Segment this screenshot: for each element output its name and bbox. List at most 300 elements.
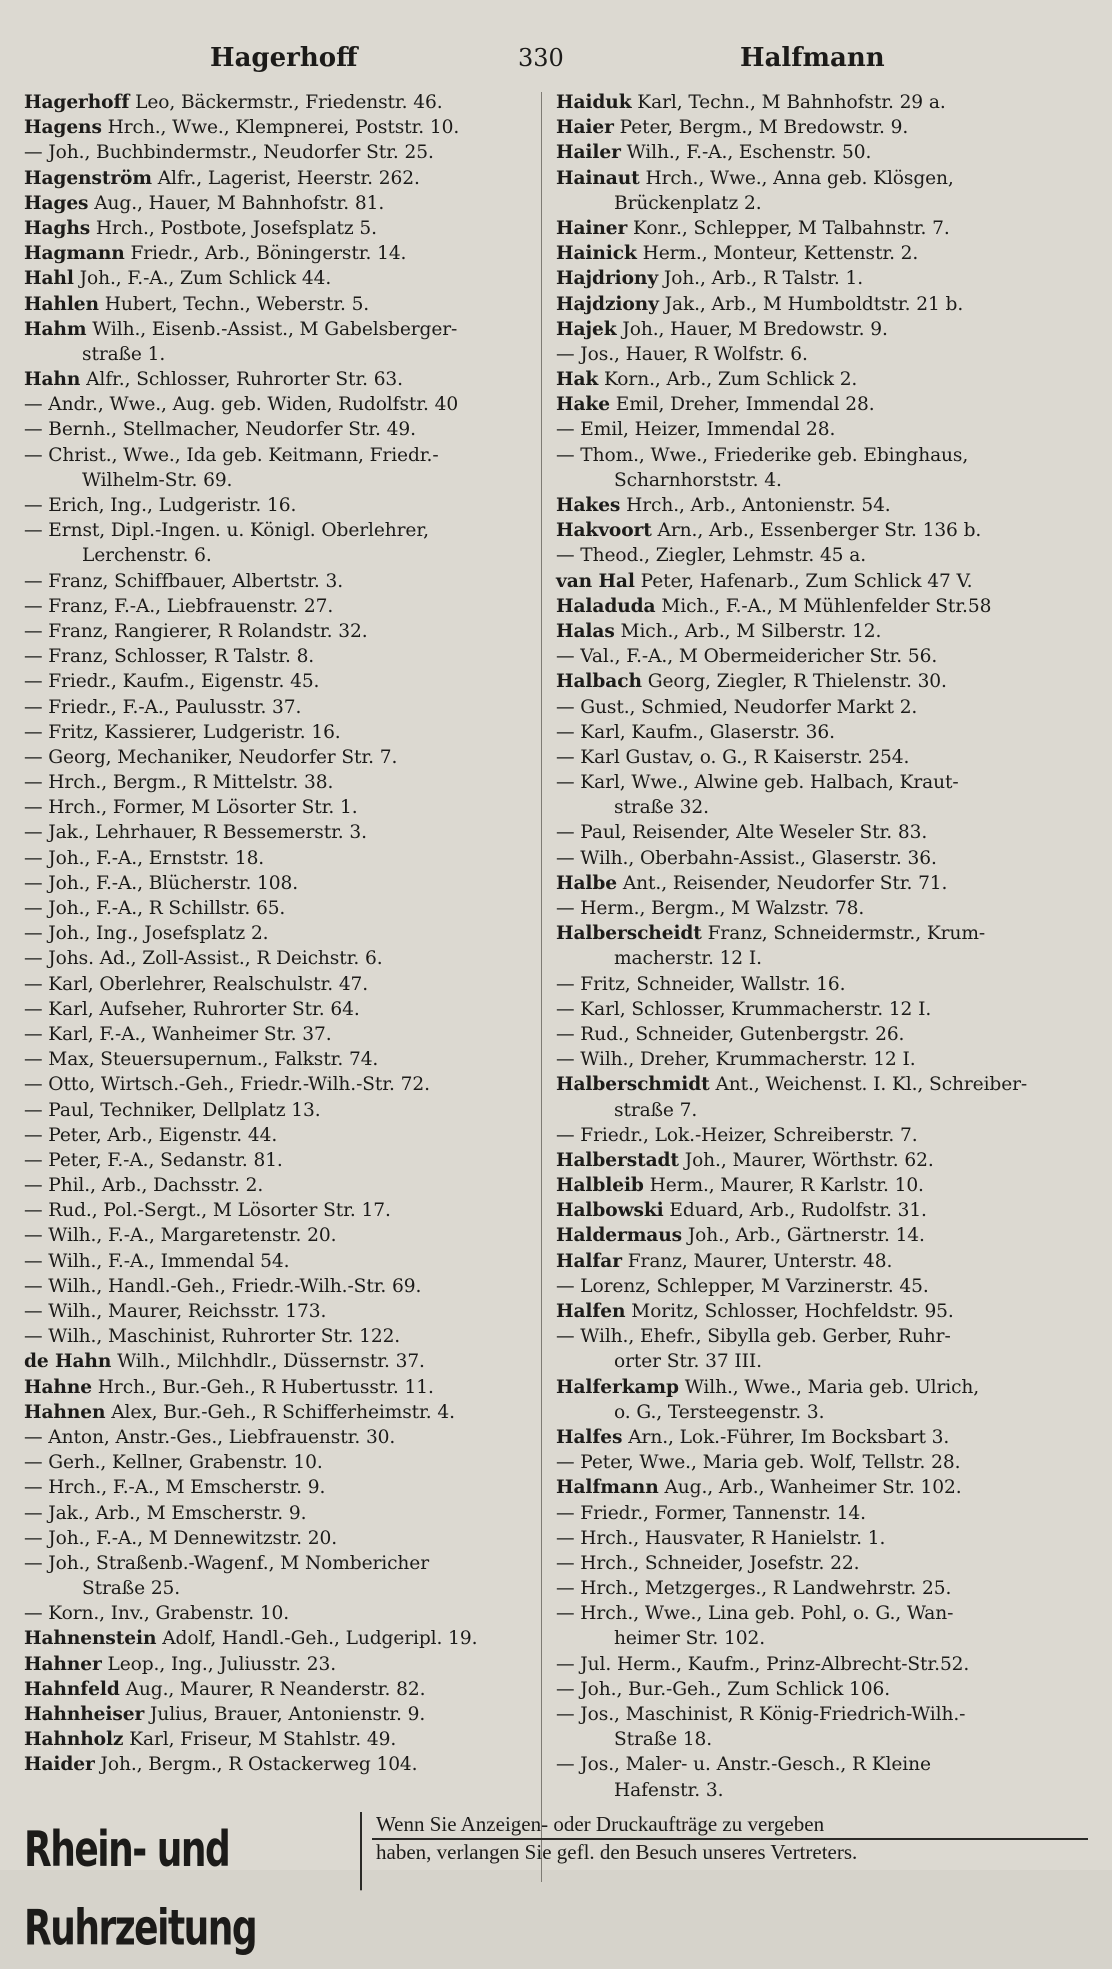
entry-details: Hrch., Wwe., Anna geb. Klösgen, (645, 167, 954, 189)
entry-details: Georg, Ziegler, R Thielenstr. 30. (647, 671, 947, 693)
directory-entry (24, 1223, 548, 1248)
entry-details: Ant., Reisender, Neudorfer Str. 71. (622, 872, 948, 894)
directory-entry (556, 1148, 1080, 1173)
surname: Halberstadt (556, 1149, 679, 1171)
directory-entry (556, 266, 1080, 291)
surname: Hahlen (24, 293, 99, 315)
directory-entry (556, 317, 1080, 342)
directory-entry (556, 669, 1080, 694)
directory-entry (556, 644, 1080, 669)
directory-entry (24, 720, 548, 745)
entry-details: Wilh., F.-A., Eschenstr. 50. (626, 142, 872, 164)
surname: Hajek (556, 318, 617, 340)
directory-entry (24, 1047, 548, 1072)
directory-entry (24, 90, 548, 115)
directory-entry-continuation (556, 795, 1080, 820)
entry-details: — Joh., Ing., Josefsplatz 2. (24, 923, 269, 945)
entry-details: — Joh., F.-A., Blücherstr. 108. (24, 872, 299, 894)
entry-details: — Wilh., F.-A., Immendal 54. (24, 1250, 290, 1272)
entry-details: Moritz, Schlosser, Hochfeldstr. 95. (631, 1301, 954, 1322)
surname: Halberscheidt (556, 923, 702, 945)
directory-entry (24, 443, 548, 468)
entry-details: — Jos., Hauer, R Wolfstr. 6. (556, 343, 808, 365)
directory-entry (24, 1072, 548, 1097)
directory-entry-continuation (556, 1400, 1080, 1425)
entry-details: — Joh., Bur.-Geh., Zum Schlick 106. (556, 1678, 891, 1700)
entry-details: Arn., Lok.-Führer, Im Bocksbart 3. (628, 1426, 950, 1448)
entry-details: — Wilh., Ehefr., Sibylla geb. Gerber, Ruhr- (556, 1326, 951, 1348)
entry-details: Franz, Maurer, Unterstr. 48. (627, 1250, 893, 1272)
directory-entry (556, 392, 1080, 417)
entry-details: Alfr., Schlosser, Ruhrorter Str. 63. (86, 369, 403, 391)
column-divider (541, 92, 542, 1882)
surname: Hainick (556, 243, 637, 265)
directory-entry (556, 846, 1080, 871)
entry-details: Straße 25. (82, 1578, 181, 1600)
directory-entry (556, 1249, 1080, 1274)
directory-entry (556, 417, 1080, 442)
entry-details: Joh., Arb., Gärtnerstr. 14. (687, 1225, 925, 1247)
directory-entry (556, 1501, 1080, 1526)
entry-details: — Lorenz, Schlepper, M Varzinerstr. 45. (556, 1275, 929, 1297)
entry-details: — Hrch., Metzgerges., R Landwehrstr. 25. (556, 1578, 952, 1600)
directory-entry (24, 1400, 548, 1425)
directory-entry (556, 1576, 1080, 1601)
directory-entry (24, 392, 548, 417)
entry-details: — Ernst, Dipl.-Ingen. u. Königl. Oberlehrer, (24, 520, 429, 542)
entry-details: — Georg, Mechaniker, Neudorfer Str. 7. (24, 746, 398, 768)
entry-details: — Peter, Arb., Eigenstr. 44. (24, 1124, 278, 1146)
entry-details: Julius, Brauer, Antonienstr. 9. (149, 1704, 426, 1725)
entry-details: — Karl, F.-A., Wanheimer Str. 37. (24, 1023, 332, 1045)
directory-entry (24, 594, 548, 619)
entry-details: — Wilh., Maschinist, Ruhrorter Str. 122. (24, 1326, 401, 1348)
header-first-entry: Hagerhoff (210, 43, 358, 73)
directory-entry (556, 1752, 1080, 1777)
directory-entry (24, 1727, 548, 1752)
directory-entry (24, 518, 548, 543)
entry-details: Hrch., Wwe., Klempnerei, Poststr. 10. (107, 117, 460, 139)
directory-entry (24, 292, 548, 317)
directory-entry (24, 140, 548, 165)
directory-entry (556, 1123, 1080, 1148)
entry-details: Joh., Maurer, Wörthstr. 62. (684, 1149, 934, 1171)
directory-entry (556, 1198, 1080, 1223)
directory-entry (24, 317, 548, 342)
entry-details: Emil, Dreher, Immendal 28. (615, 394, 875, 416)
directory-entry (24, 795, 548, 820)
directory-entry (556, 820, 1080, 845)
entry-details: Hafenstr. 3. (614, 1779, 724, 1801)
entry-details: — Bernh., Stellmacher, Neudorfer Str. 49. (24, 419, 416, 441)
directory-entry (556, 720, 1080, 745)
entry-details: — Hrch., Bergm., R Mittelstr. 38. (24, 772, 334, 794)
directory-entry (24, 896, 548, 921)
entry-details: — Thom., Wwe., Friederike geb. Ebinghaus, (556, 444, 969, 466)
entry-details: — Korn., Inv., Grabenstr. 10. (24, 1603, 290, 1625)
directory-entry (24, 1626, 548, 1651)
surname: Hailer (556, 142, 621, 164)
entry-details: — Fritz, Schneider, Wallstr. 16. (556, 973, 846, 995)
directory-entry (24, 846, 548, 871)
entry-details: — Herm., Bergm., M Walzstr. 78. (556, 898, 865, 919)
directory-entry (24, 1551, 548, 1576)
directory-entry (24, 1299, 548, 1324)
entry-details: — Rud., Pol.-Sergt., M Lösorter Str. 17. (24, 1200, 391, 1222)
entry-details: Peter, Hafenarb., Zum Schlick 47 V. (640, 570, 973, 592)
directory-entry (556, 292, 1080, 317)
surname: Halbach (556, 671, 642, 693)
entry-details: Mich., Arb., M Silberstr. 12. (620, 620, 882, 642)
directory-entry (556, 1072, 1080, 1097)
surname: Hahne (24, 1376, 92, 1398)
entry-details: — Friedr., F.-A., Paulusstr. 37. (24, 696, 302, 718)
directory-entry-continuation (556, 468, 1080, 493)
entry-details: Wilh., Wwe., Maria geb. Ulrich, (684, 1376, 980, 1398)
surname: Halfmann (556, 1477, 659, 1499)
surname: Hahnholz (24, 1729, 124, 1751)
entry-details: Ant., Weichenst. I. Kl., Schreiber- (715, 1074, 1028, 1096)
surname: Haghs (24, 217, 91, 239)
directory-entry (556, 166, 1080, 191)
directory-entry (24, 1475, 548, 1500)
directory-entry (556, 140, 1080, 165)
entry-details: Adolf, Handl.-Geh., Ludgeripl. 19. (162, 1628, 478, 1650)
directory-entry (556, 1274, 1080, 1299)
directory-entry (24, 1702, 548, 1727)
entry-details: — Franz, Rangierer, R Rolandstr. 32. (24, 620, 368, 642)
entry-details: — Franz, Schiffbauer, Albertstr. 3. (24, 570, 344, 592)
entry-details: — Hrch., F.-A., M Emscherstr. 9. (24, 1477, 326, 1499)
surname: Hahn (24, 369, 81, 391)
directory-entry-continuation (556, 1626, 1080, 1651)
directory-entry (556, 972, 1080, 997)
directory-entry (556, 1601, 1080, 1626)
entry-details: Jak., Arb., M Humboldtstr. 21 b. (664, 293, 964, 315)
entry-details: — Val., F.-A., M Obermeidericher Str. 56. (556, 646, 938, 668)
entry-details: — Wilh., Oberbahn-Assist., Glaserstr. 36. (556, 847, 937, 869)
surname: Hajdziony (556, 293, 659, 315)
directory-entry (556, 1375, 1080, 1400)
directory-entry (24, 1198, 548, 1223)
ad-brand-name: Rhein- und Ruhrzeitung (24, 1812, 362, 1890)
directory-entry (24, 216, 548, 241)
entry-details: — Jos., Maschinist, R König-Friedrich-Wilh.- (556, 1704, 966, 1725)
directory-entry (24, 1173, 548, 1198)
surname: Halfen (556, 1301, 626, 1322)
entry-details: — Joh., Straßenb.-Wagenf., M Nombericher (24, 1552, 429, 1574)
entry-details: — Wilh., Handl.-Geh., Friedr.-Wilh.-Str. 69. (24, 1275, 422, 1297)
left-column (24, 90, 548, 1778)
entry-details: — Karl, Aufseher, Ruhrorter Str. 64. (24, 998, 360, 1020)
surname: Hainaut (556, 167, 640, 189)
entry-details: — Theod., Ziegler, Lehmstr. 45 a. (556, 545, 867, 567)
directory-entry (556, 1223, 1080, 1248)
directory-entry-continuation (24, 1576, 548, 1601)
entry-details: — Max, Steuersupernum., Falkstr. 74. (24, 1049, 379, 1071)
directory-entry (556, 745, 1080, 770)
directory-entry-continuation (24, 468, 548, 493)
directory-entry (556, 1450, 1080, 1475)
surname: Haiduk (556, 92, 632, 113)
directory-entry (24, 997, 548, 1022)
entry-details: — Joh., F.-A., M Dennewitzstr. 20. (24, 1527, 338, 1549)
directory-entry (24, 770, 548, 795)
directory-entry (24, 1349, 548, 1374)
entry-details: Leop., Ing., Juliusstr. 23. (107, 1653, 337, 1675)
entry-details: — Gerh., Kellner, Grabenstr. 10. (24, 1452, 323, 1474)
surname: Hahm (24, 318, 87, 340)
directory-entry (24, 1022, 548, 1047)
surname: Halbowski (556, 1200, 664, 1222)
surname: Hake (556, 394, 610, 416)
entry-details: Arn., Arb., Essenberger Str. 136 b. (657, 520, 982, 542)
entry-details: — Erich, Ing., Ludgeristr. 16. (24, 495, 297, 516)
directory-entry (556, 896, 1080, 921)
surname: Haladuda (556, 595, 656, 617)
directory-entry (24, 1677, 548, 1702)
entry-details: Joh., Arb., R Talstr. 1. (663, 268, 864, 290)
entry-details: Lerchenstr. 6. (82, 545, 212, 567)
entry-details: — Paul, Techniker, Dellplatz 13. (24, 1099, 321, 1121)
directory-entry (556, 90, 1080, 115)
surname: Hages (24, 192, 89, 214)
entry-details: Scharnhorststr. 4. (614, 469, 782, 491)
directory-entry-continuation (556, 1098, 1080, 1123)
entry-details: Aug., Hauer, M Bahnhofstr. 81. (94, 192, 385, 214)
entry-details: Herm., Monteur, Kettenstr. 2. (642, 243, 919, 265)
surname: Hahl (24, 268, 74, 290)
entry-details: Franz, Schneidermstr., Krum- (707, 923, 986, 945)
entry-details: — Karl, Oberlehrer, Realschulstr. 47. (24, 973, 369, 995)
entry-details: Wilh., Milchhdlr., Düssernstr. 37. (117, 1351, 425, 1373)
directory-entry (556, 1526, 1080, 1551)
header-last-entry: Halfmann (740, 43, 885, 73)
directory-entry-continuation (24, 342, 548, 367)
entry-details: — Jos., Maler- u. Anstr.-Gesch., R Kleine (556, 1754, 931, 1776)
page-header (24, 40, 1088, 76)
directory-entry (556, 443, 1080, 468)
entry-details: — Hrch., Hausvater, R Hanielstr. 1. (556, 1527, 886, 1549)
entry-details: Wilh., Eisenb.-Assist., M Gabelsberger- (92, 318, 458, 340)
directory-entry (24, 669, 548, 694)
directory-entry (24, 946, 548, 971)
directory-entry (24, 417, 548, 442)
surname: Hakvoort (556, 520, 652, 542)
entry-details: — Johs. Ad., Zoll-Assist., R Deichstr. 6. (24, 948, 383, 970)
directory-entry (556, 1299, 1080, 1324)
directory-entry (556, 594, 1080, 619)
directory-entry (556, 1324, 1080, 1349)
directory-entry-continuation (556, 1349, 1080, 1374)
directory-entry (556, 1677, 1080, 1702)
entry-details: Mich., F.-A., M Mühlenfelder Str.58 (661, 595, 992, 617)
entry-details: Karl, Friseur, M Stahlstr. 49. (129, 1729, 397, 1751)
directory-entry (556, 1475, 1080, 1500)
right-column (556, 90, 1080, 1803)
directory-entry (556, 1173, 1080, 1198)
surname: Hagenström (24, 167, 152, 189)
entry-details: Joh., Hauer, M Bredowstr. 9. (622, 318, 888, 340)
directory-entry (24, 1098, 548, 1123)
directory-entry (556, 1652, 1080, 1677)
entry-details: — Friedr., Former, Tannenstr. 14. (556, 1502, 866, 1524)
directory-entry (24, 1148, 548, 1173)
directory-entry (24, 1450, 548, 1475)
entry-details: straße 32. (614, 797, 709, 819)
entry-details: — Rud., Schneider, Gutenbergstr. 26. (556, 1023, 905, 1045)
surname: Haier (556, 117, 614, 139)
entry-details: Leo, Bäckermstr., Friedenstr. 46. (135, 92, 443, 113)
directory-entry (24, 367, 548, 392)
entry-details: — Fritz, Kassierer, Ludgeristr. 16. (24, 721, 341, 743)
entry-details: — Jul. Herm., Kaufm., Prinz-Albrecht-Str.52. (556, 1653, 970, 1675)
surname: Hagmann (24, 243, 125, 265)
directory-entry (24, 1526, 548, 1551)
entry-details: — Joh., Buchbindermstr., Neudorfer Str. 25. (24, 142, 434, 164)
entry-details: Korn., Arb., Zum Schlick 2. (604, 369, 858, 391)
entry-details: — Joh., F.-A., Ernststr. 18. (24, 847, 265, 869)
surname: van Hal (556, 570, 635, 592)
surname: Hagens (24, 117, 102, 139)
ad-text-line-2: haben, verlangen Sie gefl. den Besuch unseres Vertreters. (376, 1840, 858, 1864)
entry-details: Konr., Schlepper, M Talbahnstr. 7. (633, 217, 950, 239)
entry-details: Aug., Arb., Wanheimer Str. 102. (664, 1477, 962, 1499)
entry-details: Karl, Techn., M Bahnhofstr. 29 a. (637, 92, 946, 113)
entry-details: — Peter, Wwe., Maria geb. Wolf, Tellstr. 28. (556, 1452, 961, 1474)
directory-entry-continuation (24, 543, 548, 568)
entry-details: — Joh., F.-A., R Schillstr. 65. (24, 898, 286, 919)
directory-entry (556, 518, 1080, 543)
directory-entry (556, 342, 1080, 367)
directory-entry (556, 115, 1080, 140)
entry-details: Joh., Bergm., R Ostackerweg 104. (100, 1754, 418, 1776)
entry-details: orter Str. 37 III. (614, 1351, 762, 1373)
surname: Hakes (556, 495, 621, 516)
entry-details: — Friedr., Kaufm., Eigenstr. 45. (24, 671, 320, 693)
surname: Haldermaus (556, 1225, 683, 1247)
entry-details: — Jak., Arb., M Emscherstr. 9. (24, 1502, 307, 1524)
entry-details: — Karl Gustav, o. G., R Kaiserstr. 254. (556, 746, 910, 768)
directory-entry (24, 1752, 548, 1777)
entry-details: — Paul, Reisender, Alte Weseler Str. 83. (556, 822, 928, 844)
directory-entry (24, 191, 548, 216)
entry-details: heimer Str. 102. (614, 1628, 766, 1650)
entry-details: Straße 18. (614, 1729, 713, 1751)
directory-entry (556, 1022, 1080, 1047)
entry-details: — Jak., Lehrhauer, R Bessemerstr. 3. (24, 822, 367, 844)
directory-entry (24, 644, 548, 669)
entry-details: Joh., F.-A., Zum Schlick 44. (79, 268, 332, 290)
surname: Halbleib (556, 1175, 644, 1197)
entry-details: Eduard, Arb., Rudolfstr. 31. (669, 1200, 927, 1222)
surname: Halfar (556, 1250, 622, 1272)
entry-details: — Hrch., Former, M Lösorter Str. 1. (24, 797, 358, 819)
entry-details: straße 1. (82, 343, 166, 365)
surname: de Hahn (24, 1351, 112, 1373)
entry-details: Alfr., Lagerist, Heerstr. 262. (157, 167, 420, 189)
directory-entry (556, 770, 1080, 795)
entry-details: Friedr., Arb., Böningerstr. 14. (130, 243, 407, 265)
surname: Hak (556, 369, 599, 391)
directory-entry (24, 820, 548, 845)
directory-entry (556, 1425, 1080, 1450)
directory-entry (24, 569, 548, 594)
entry-details: — Friedr., Lok.-Heizer, Schreiberstr. 7. (556, 1124, 918, 1146)
directory-entry-continuation (556, 1778, 1080, 1803)
entry-details: — Karl, Kaufm., Glaserstr. 36. (556, 721, 835, 743)
directory-entry (24, 1324, 548, 1349)
directory-entry (556, 1551, 1080, 1576)
entry-details: — Wilh., Maurer, Reichsstr. 173. (24, 1301, 327, 1322)
directory-entry (24, 1425, 548, 1450)
entry-details: — Otto, Wirtsch.-Geh., Friedr.-Wilh.-Str. 72. (24, 1074, 430, 1096)
directory-entry (24, 1274, 548, 1299)
directory-entry (556, 543, 1080, 568)
entry-details: o. G., Tersteegenstr. 3. (614, 1401, 825, 1423)
surname: Hahnenstein (24, 1628, 157, 1650)
entry-details: Brückenplatz 2. (614, 192, 762, 214)
ad-text-line-1: Wenn Sie Anzeigen- oder Druckaufträge zu vergeben (376, 1812, 825, 1836)
entry-details: — Franz, F.-A., Liebfrauenstr. 27. (24, 595, 334, 617)
entry-details: — Christ., Wwe., Ida geb. Keitmann, Friedr.- (24, 444, 439, 466)
surname: Hahnheiser (24, 1704, 145, 1725)
directory-entry (24, 493, 548, 518)
entry-details: Hrch., Postbote, Josefsplatz 5. (95, 217, 377, 239)
entry-details: Hubert, Techn., Weberstr. 5. (104, 293, 370, 315)
entry-details: — Hrch., Wwe., Lina geb. Pohl, o. G., Wan- (556, 1603, 954, 1625)
surname: Halas (556, 620, 615, 642)
surname: Hajdriony (556, 268, 659, 290)
entry-details: — Phil., Arb., Dachsstr. 2. (24, 1175, 264, 1197)
entry-details: straße 7. (614, 1099, 698, 1121)
surname: Hagerhoff (24, 92, 130, 113)
entry-details: — Franz, Schlosser, R Talstr. 8. (24, 646, 315, 668)
surname: Hahnfeld (24, 1678, 120, 1700)
surname: Hahner (24, 1653, 102, 1675)
directory-entry (24, 921, 548, 946)
entry-details: — Wilh., F.-A., Margaretenstr. 20. (24, 1225, 337, 1247)
surname: Haider (24, 1754, 95, 1776)
directory-entry (556, 367, 1080, 392)
entry-details: Alex, Bur.-Geh., R Schifferheimstr. 4. (111, 1401, 455, 1423)
directory-entry (556, 871, 1080, 896)
directory-entry (556, 997, 1080, 1022)
entry-details: — Karl, Wwe., Alwine geb. Halbach, Kraut- (556, 772, 959, 794)
directory-entry (556, 493, 1080, 518)
surname: Halbe (556, 872, 618, 894)
directory-entry (24, 871, 548, 896)
directory-entry (24, 115, 548, 140)
surname: Halferkamp (556, 1376, 679, 1398)
entry-details: — Karl, Schlosser, Krummacherstr. 12 I. (556, 998, 932, 1020)
directory-entry (24, 1501, 548, 1526)
directory-entry (24, 1652, 548, 1677)
entry-details: Herm., Maurer, R Karlstr. 10. (649, 1175, 924, 1197)
directory-entry (24, 695, 548, 720)
surname: Halfes (556, 1426, 623, 1448)
entry-details: — Peter, F.-A., Sedanstr. 81. (24, 1149, 283, 1171)
entry-details: Hrch., Bur.-Geh., R Hubertusstr. 11. (97, 1376, 434, 1398)
entry-details: — Emil, Heizer, Immendal 28. (556, 419, 836, 441)
directory-entry (24, 972, 548, 997)
entry-details: Aug., Maurer, R Neanderstr. 82. (125, 1678, 426, 1700)
entry-details: — Wilh., Dreher, Krummacherstr. 12 I. (556, 1049, 916, 1071)
directory-entry (556, 695, 1080, 720)
directory-entry (556, 569, 1080, 594)
entry-details: macherstr. 12 I. (614, 948, 762, 970)
directory-entry (24, 1249, 548, 1274)
